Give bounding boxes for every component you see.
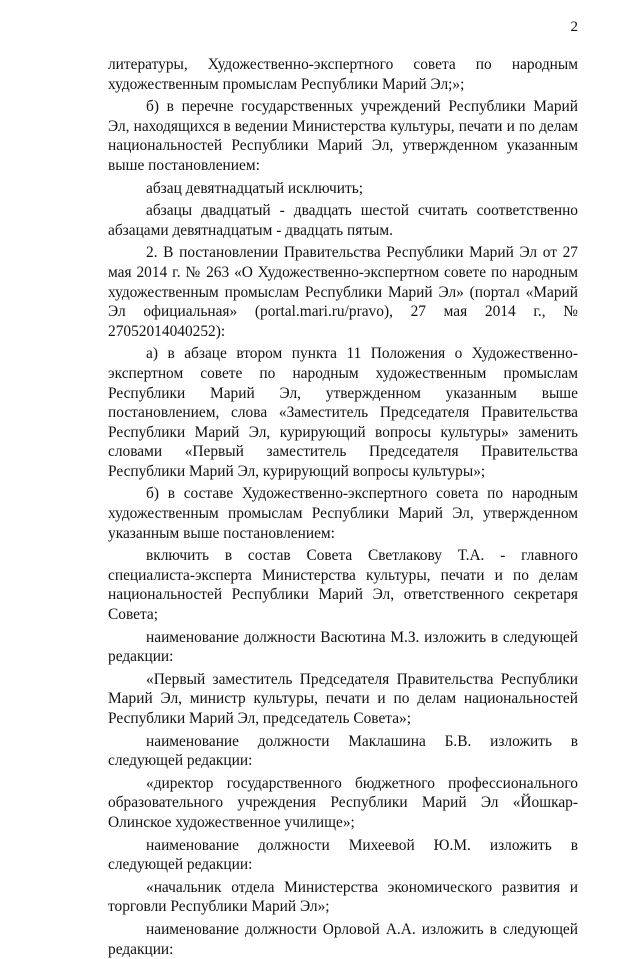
page-number: 2 [570, 19, 578, 35]
paragraph-renumber: абзацы двадцатый - двадцать шестой считать соответственно абзацами девятнадцатым - двадцать пятым. [108, 202, 578, 239]
paragraph-include-svetlakova: включить в состав Совета Светлакову Т.А. - главного специалиста-эксперта Министерства культуры, печати и по делам национальностей Республики Марий Эл, ответственного секретаря Совета; [108, 547, 578, 624]
paragraph-b-council-composition: б) в составе Художественно-экспертного совета по народным художественным промыслам Республики Марий Эл, утвержденном указанным выше постановлением: [108, 485, 578, 542]
paragraph-vasyutin-title: наименование должности Васютина М.З. изложить в следующей редакции: [108, 628, 578, 666]
document-body [108, 55, 578, 959]
paragraph-exclude-19th: абзац девятнадцатый исключить; [146, 179, 364, 197]
paragraph-mikheeva-new-text: «начальник отдела Министерства экономического развития и торговли Республики Марий Эл»; [108, 878, 578, 916]
paragraph-continuation: литературы, Художественно-экспертного совета по народным художественным промыслам Республики Марий Эл;»; [108, 56, 578, 93]
paragraph-item-2: 2. В постановлении Правительства Республики Марий Эл от 27 мая 2014 г. № 263 «О Художественно-экспертном совете по народным художественным промыслам Республики Марий Эл» (портал «Марий Эл официальная» (portal.mari.ru/pravo), 27 мая 2014 г., № 27052014040252): [108, 244, 578, 340]
paragraph-maklashin-new-text: «директор государственного бюджетного профессионального образовательного учреждения Республики Марий Эл «Йошкар-Олинское художественное училище»; [108, 774, 578, 831]
paragraph-orlova-title: наименование должности Орловой А.А. изложить в следующей редакции: [108, 920, 578, 958]
paragraph-b-state-institutions: б) в перечне государственных учреждений Республики Марий Эл, находящихся в ведении Министерства культуры, печати и по делам национальностей Республики Марий Эл, утвержденном указанным выше постановлением: [108, 98, 578, 174]
paragraph-mikheeva-title: наименование должности Михеевой Ю.М. изложить в следующей редакции: [108, 836, 578, 874]
paragraph-maklashin-title: наименование должности Маклашина Б.В. изложить в следующей редакции: [108, 732, 578, 770]
paragraph-a-regulation: а) в абзаце втором пункта 11 Положения о Художественно-экспертном совете по народным художественным промыслам Республики Марий Эл, утвержденном указанным выше постановлением, слова «Заместитель Председателя Правительства Республики Марий Эл, курирующий вопросы культуры» заменить словами «Первый заместитель Председателя Правительства Республики Марий Эл, курирующий вопросы культуры»; [108, 345, 578, 480]
paragraph-vasyutin-new-text: «Первый заместитель Председателя Правительства Республики Марий Эл, министр культуры, печати и по делам национальностей Республики Марий Эл, председатель Совета»; [108, 670, 578, 727]
